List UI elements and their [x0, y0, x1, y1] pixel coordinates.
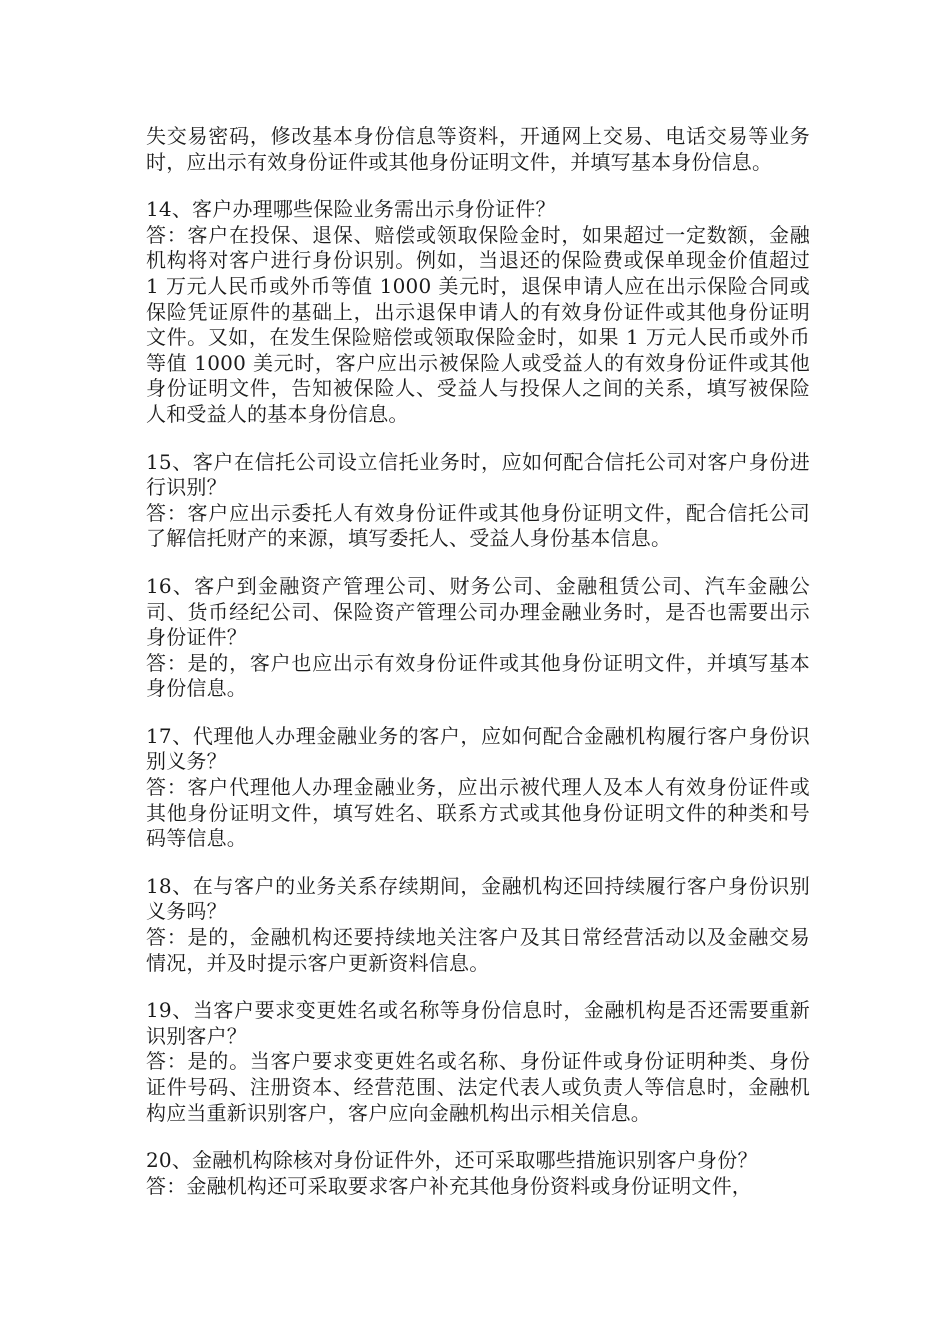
question-17: 17、代理他人办理金融业务的客户，应如何配合金融机构履行客户身份识别义务？	[146, 723, 810, 774]
question-15: 15、客户在信托公司设立信托业务时，应如何配合信托公司对客户身份进行识别？	[146, 449, 810, 500]
qa-item-20	[146, 1148, 810, 1199]
document-body	[146, 124, 810, 1199]
answer-16: 答：是的，客户也应出示有效身份证件或其他身份证明文件，并填写基本身份信息。	[146, 650, 810, 701]
question-14: 14、客户办理哪些保险业务需出示身份证件？	[146, 197, 556, 222]
intro-paragraph: 失交易密码，修改基本身份信息等资料，开通网上交易、电话交易等业务时，应出示有效身份证件或其他身份证明文件，并填写基本身份信息。	[146, 124, 810, 174]
qa-item-14	[146, 197, 810, 427]
qa-item-17	[146, 724, 810, 852]
qa-item-19	[146, 998, 810, 1126]
question-20: 20、金融机构除核对身份证件外，还可采取哪些措施识别客户身份？	[146, 1148, 758, 1173]
answer-18: 答：是的，金融机构还要持续地关注客户及其日常经营活动以及金融交易情况，并及时提示客户更新资料信息。	[146, 925, 810, 975]
qa-item-15	[146, 450, 810, 552]
qa-item-16	[146, 574, 810, 702]
answer-14: 答：客户在投保、退保、赔偿或领取保险金时，如果超过一定数额，金融机构将对客户进行身份识别。例如，当退还的保险费或保单现金价值超过 1 万元人民币或外币等值 1000 美元时，退保申请人应在出示保险合同或保险凭证原件的基础上，出示退保申请人的有效身份证件或其他身份证明文件。又如，在发生保险赔偿或领取保险金时，如果 1 万元人民币或外币等值 1000 美元时，客户应出示被保险人或受益人的有效身份证件或其他身份证明文件，告知被保险人、受益人与投保人之间的关系，填写被保险人和受益人的基本身份信息。	[146, 222, 810, 426]
answer-17: 答：客户代理他人办理金融业务，应出示被代理人及本人有效身份证件或其他身份证明文件，填写姓名、联系方式或其他身份证明文件的种类和号码等信息。	[146, 775, 810, 851]
question-16: 16、客户到金融资产管理公司、财务公司、金融租赁公司、汽车金融公司、货币经纪公司、保险资产管理公司办理金融业务时，是否也需要出示身份证件？	[146, 573, 810, 650]
question-18: 18、在与客户的业务关系存续期间，金融机构还回持续履行客户身份识别义务吗？	[146, 873, 810, 924]
qa-item-18	[146, 874, 810, 976]
answer-20: 答：金融机构还可采取要求客户补充其他身份资料或身份证明文件，	[146, 1173, 752, 1198]
answer-15: 答：客户应出示委托人有效身份证件或其他身份证明文件，配合信托公司了解信托财产的来源，填写委托人、受益人身份基本信息。	[146, 500, 810, 551]
question-19: 19、当客户要求变更姓名或名称等身份信息时，金融机构是否还需要重新识别客户？	[146, 998, 810, 1048]
answer-19: 答：是的。当客户要求变更姓名或名称、身份证件或身份证明种类、身份证件号码、注册资本、经营范围、法定代表人或负责人等信息时，金融机构应当重新识别客户，客户应向金融机构出示相关信息。	[146, 1049, 810, 1125]
